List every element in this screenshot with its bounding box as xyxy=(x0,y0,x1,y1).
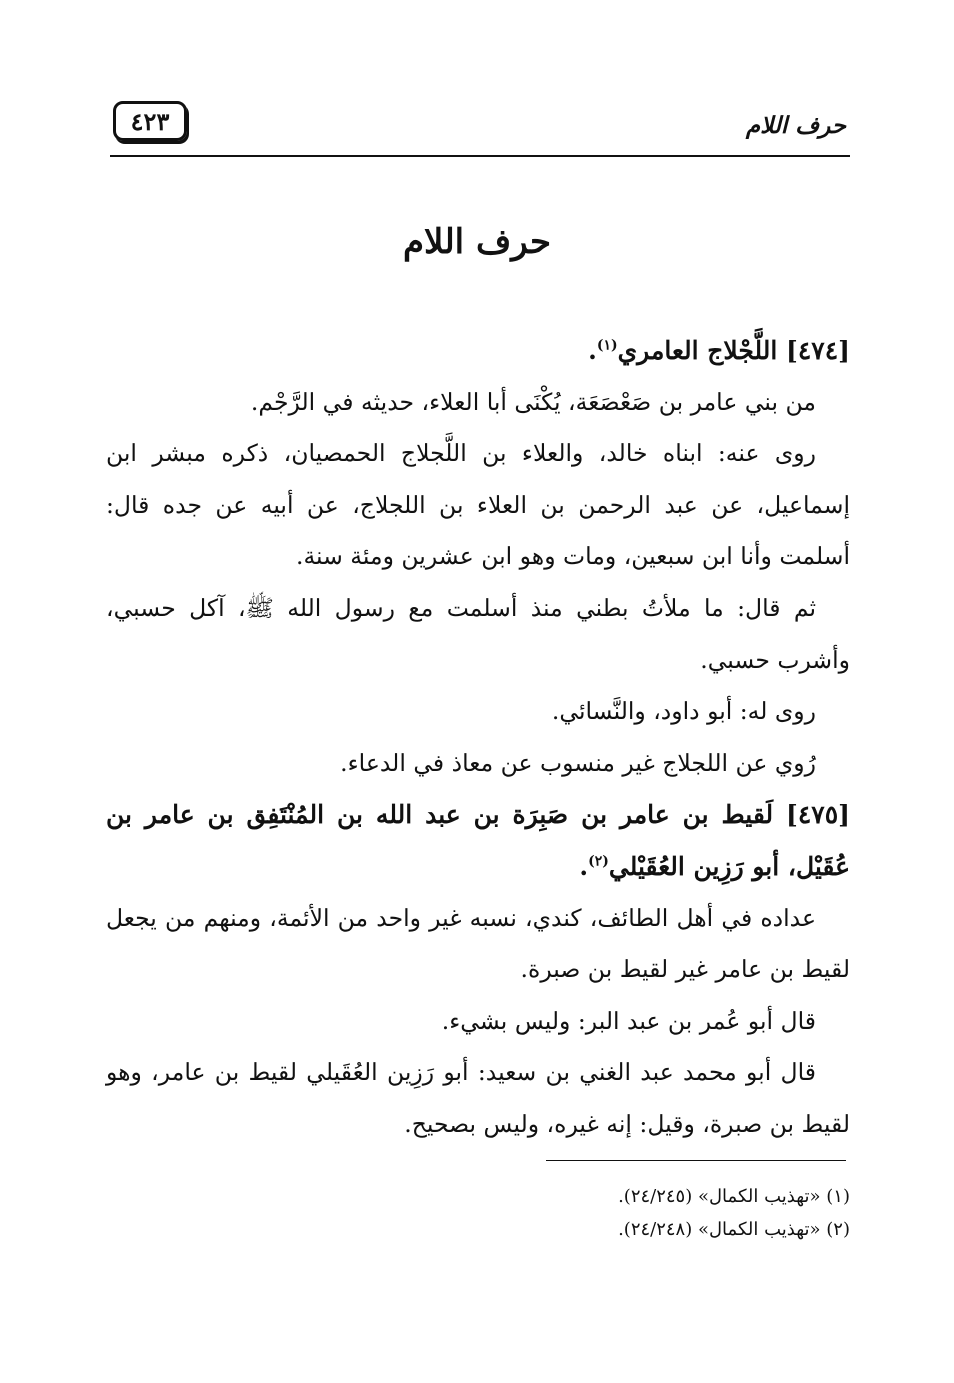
page-number xyxy=(113,101,187,141)
footnote-rule xyxy=(546,1160,846,1161)
entry-heading: [٤٧٥] لَقيط بن عامر بن صَبِرَة بن عبد الله بن المُنْتَفِق بن عامر بن عُقَيْل، أبو رَزِين العُقَيْلي$^{(٢)}$. xyxy=(106,800,850,881)
footnote: (١) «تهذيب الكمال» (٢٤/٢٤٥). xyxy=(618,1186,850,1207)
entry-heading: [٤٧٤] اللَّجْلاج العامري$^{(١)}$. xyxy=(588,336,850,365)
footnote-marker: (١) xyxy=(596,337,618,354)
paragraph: رُوي عن اللجلاج غير منسوب عن معاذ في الدعاء. xyxy=(340,748,816,777)
paragraph: قال أبو محمد عبد الغني بن سعيد: أبو رَزِين العُقَيلي لقيط بن عامر، وهو لقيط بن صبرة، وقيل: إنه غيره، وليس بصحيح. xyxy=(106,1058,850,1138)
footnote-marker: (٢) xyxy=(588,853,609,870)
chapter-title: حرف اللام xyxy=(402,222,551,262)
header-rule xyxy=(110,155,850,157)
paragraph: ثم قال: ما ملأتُ بطني منذ أسلمت مع رسول الله ﷺ، آكل حسبي، وأشرب حسبي. xyxy=(106,593,850,674)
paragraph: روى عنه: ابناه خالد، والعلاء بن اللَّجلاج الحمصيان، ذكره مبشر ابن إسماعيل، عن عبد الرحمن بن العلاء بن اللجلاج، عن أبيه عن جده قال: أسلمت وأنا ابن سبعين، ومات وهو ابن عشرين ومئة سنة. xyxy=(106,439,850,571)
footnotes xyxy=(106,1180,850,1246)
running-title: حرف اللام xyxy=(745,112,846,139)
paragraph: من بني عامر بن صَعْصَعَة، يُكْنَى أبا العلاء، حديثه في الرَّجْم. xyxy=(250,387,816,416)
page-number-label: ٤٢٣ xyxy=(130,106,170,136)
footnote: (٢) «تهذيب الكمال» (٢٤/٢٤٨). xyxy=(618,1219,850,1240)
paragraph: روى له: أبو داود، والنَّسائي. xyxy=(551,697,816,726)
paragraph: عداده في أهل الطائف، كندي، نسبه غير واحد من الأئمة، ومنهم من يجعل لقيط بن عامر غير لقيط بن صبرة. xyxy=(106,903,850,984)
paragraph: قال أبو عُمر بن عبد البر: وليس بشيء. xyxy=(441,1006,816,1035)
body-text xyxy=(106,325,850,1151)
